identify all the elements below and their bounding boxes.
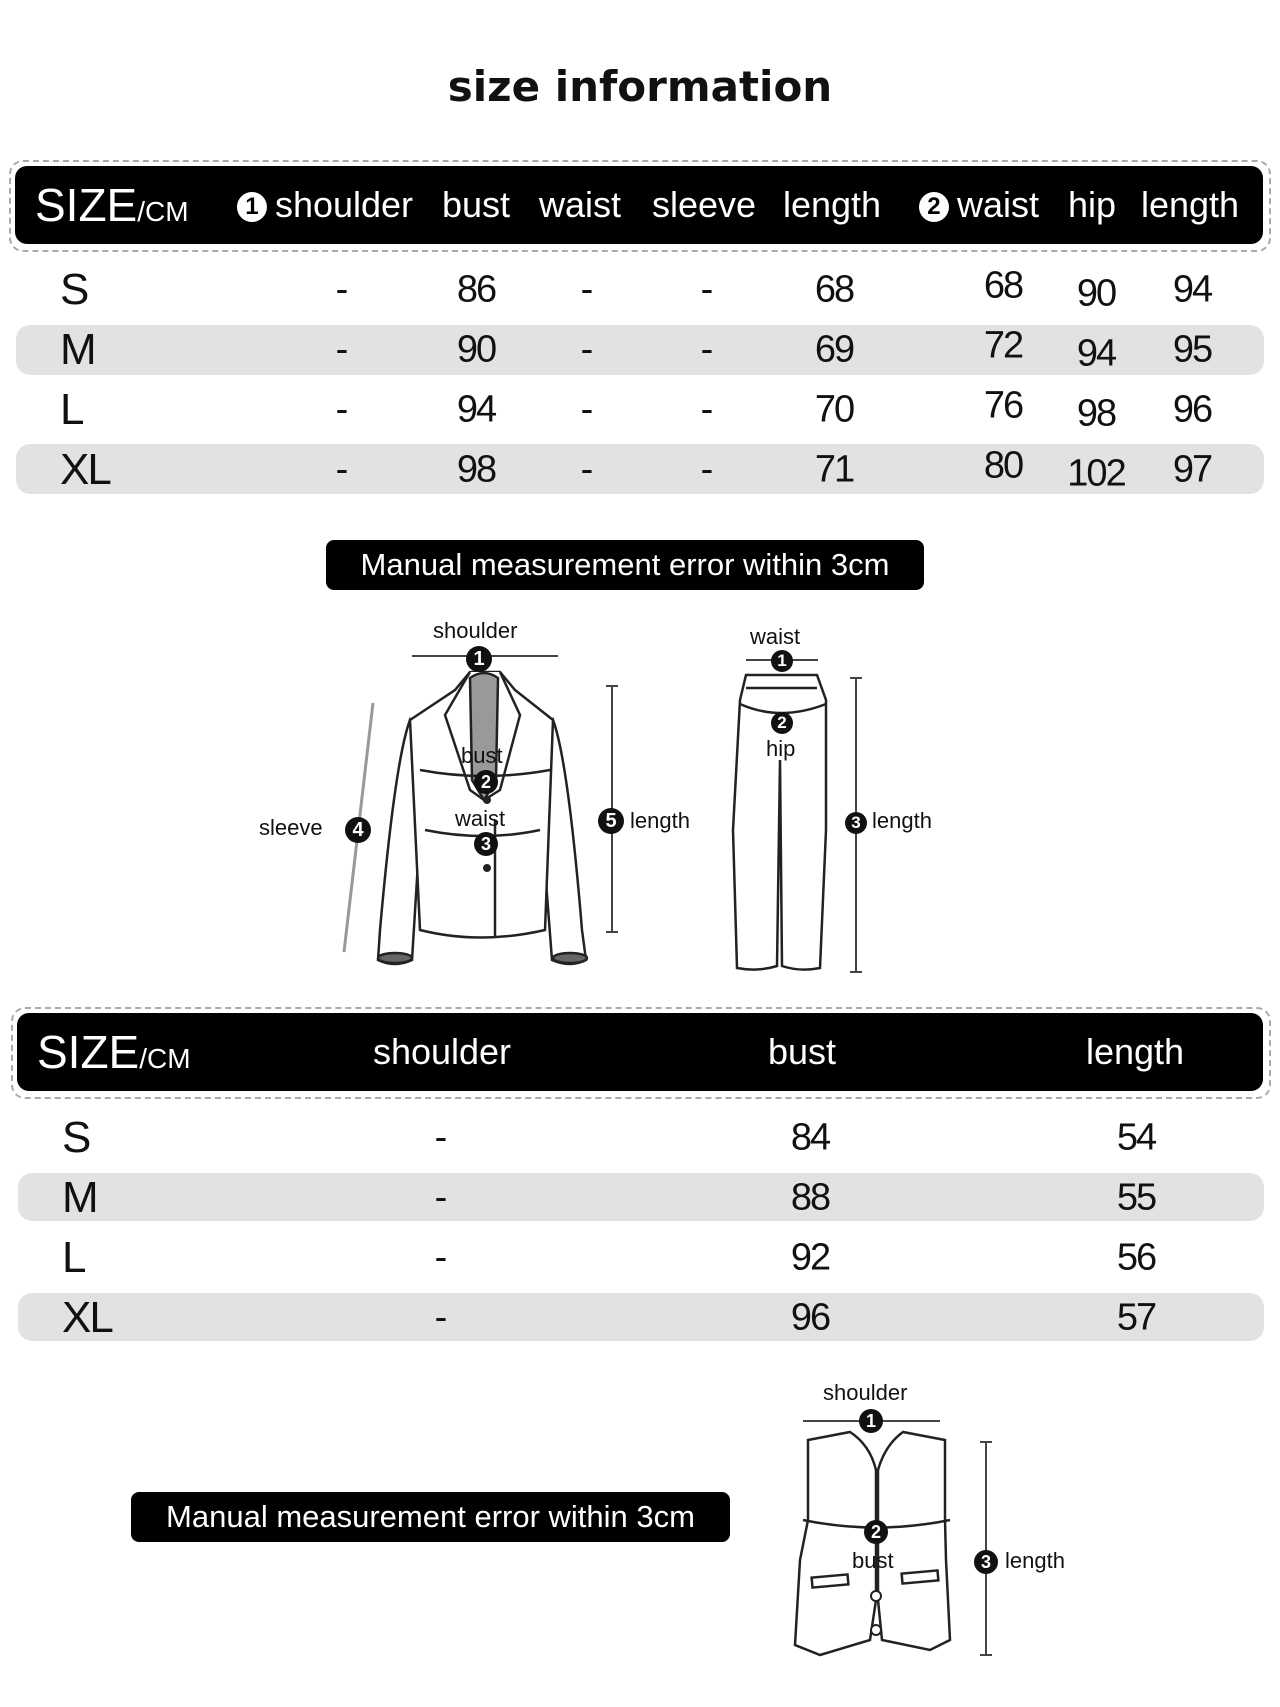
header-shoulder: shoulder [372,1031,512,1072]
label-length: length [1005,1548,1065,1573]
table-cell: 90 [456,328,496,371]
label-length: length [630,808,690,833]
header-length: length [782,184,882,225]
header-bust: bust [441,184,511,225]
unit-label: /CM [139,1043,191,1074]
table-cell: 68 [814,268,854,311]
label-bust: bust [461,743,503,768]
table-cell: - [580,448,592,491]
table-cell: - [580,328,592,371]
table-cell: 56 [1116,1236,1156,1279]
table-cell: 94 [456,388,496,431]
number-1-icon: 1 [771,650,793,672]
table-cell: 94 [1076,332,1116,375]
table-cell: 98 [456,448,496,491]
table-cell: 80 [983,444,1023,487]
table-cell: - [434,1176,446,1219]
number-3-icon: 3 [845,812,867,834]
table-cell: 96 [1172,388,1212,431]
table-cell: 97 [1172,448,1212,491]
table-cell: - [335,448,347,491]
label-pants-length: length [872,808,932,833]
number-1-icon: 1 [859,1409,883,1433]
table-cell: 71 [814,448,854,491]
table-cell: 92 [790,1236,830,1279]
size-cell: L [60,385,83,434]
table-cell: 76 [983,384,1023,427]
header-bust: bust [767,1031,837,1072]
number-2-icon: 2 [771,712,793,734]
number-3-icon: 3 [474,832,498,856]
header-sleeve: sleeve [651,184,757,225]
label-shoulder: shoulder [823,1380,908,1405]
table-cell: 57 [1116,1296,1156,1339]
header-length: length [1085,1031,1185,1072]
table-cell: - [700,268,712,311]
table-cell: 55 [1116,1176,1156,1219]
title-bold: size [447,62,541,111]
table-cell: 88 [790,1176,830,1219]
size-cell: M [60,325,95,374]
label-waist: waist [455,806,506,831]
number-2-icon: 2 [474,770,498,794]
table-cell: - [700,448,712,491]
size-label: SIZE [37,1026,140,1078]
size-cell: S [62,1113,90,1162]
table-cell: - [434,1296,446,1339]
number-4-icon: 4 [345,817,371,843]
label-bust: bust [852,1548,894,1573]
number-3-icon: 3 [974,1550,998,1574]
size-label: SIZE [35,179,138,231]
table-cell: - [434,1236,446,1279]
table-cell: 69 [814,328,854,371]
header-label: waist [956,184,1040,225]
table-cell: 68 [983,264,1023,307]
table-cell: - [335,388,347,431]
table-cell: - [580,388,592,431]
number-5-icon: 5 [598,808,624,834]
size-cell: M [62,1173,97,1222]
header-label: shoulder [274,184,414,225]
table-cell: 94 [1172,268,1212,311]
table-cell: 90 [1076,272,1116,315]
unit-label: /CM [137,196,189,227]
table-cell: 72 [983,324,1023,367]
table-cell: - [335,328,347,371]
size-cell: XL [60,445,110,494]
table-cell: - [335,268,347,311]
number-2-icon: 2 [864,1520,888,1544]
label-sleeve: sleeve [259,815,323,840]
number-badge-icon: 2 [919,192,949,222]
table-cell: 95 [1172,328,1212,371]
size-cell: L [62,1233,85,1282]
size-cell: S [60,265,88,314]
header-hip: hip [1067,184,1117,225]
label-hip: hip [766,736,796,761]
table-cell: - [434,1116,446,1159]
header-waist: waist [538,184,622,225]
table-cell: - [580,268,592,311]
table-cell: 86 [456,268,496,311]
table-cell: 102 [1067,452,1125,495]
table-cell: - [700,388,712,431]
table-cell: 84 [790,1116,830,1159]
table-cell: 98 [1076,392,1116,435]
size-cell: XL [62,1293,112,1342]
number-1-icon: 1 [466,646,492,672]
table-cell: 70 [814,388,854,431]
table-cell: - [700,328,712,371]
header-length-2: length [1140,184,1240,225]
measurement-note: Manual measurement error within 3cm [326,540,924,590]
table-cell: 96 [790,1296,830,1339]
label-shoulder: shoulder [433,618,518,643]
label-pants-waist: waist [750,624,801,649]
number-badge-icon: 1 [237,192,267,222]
title-rest: information [540,62,833,111]
measurement-note-2: Manual measurement error within 3cm [131,1492,730,1542]
table-cell: 54 [1116,1116,1156,1159]
